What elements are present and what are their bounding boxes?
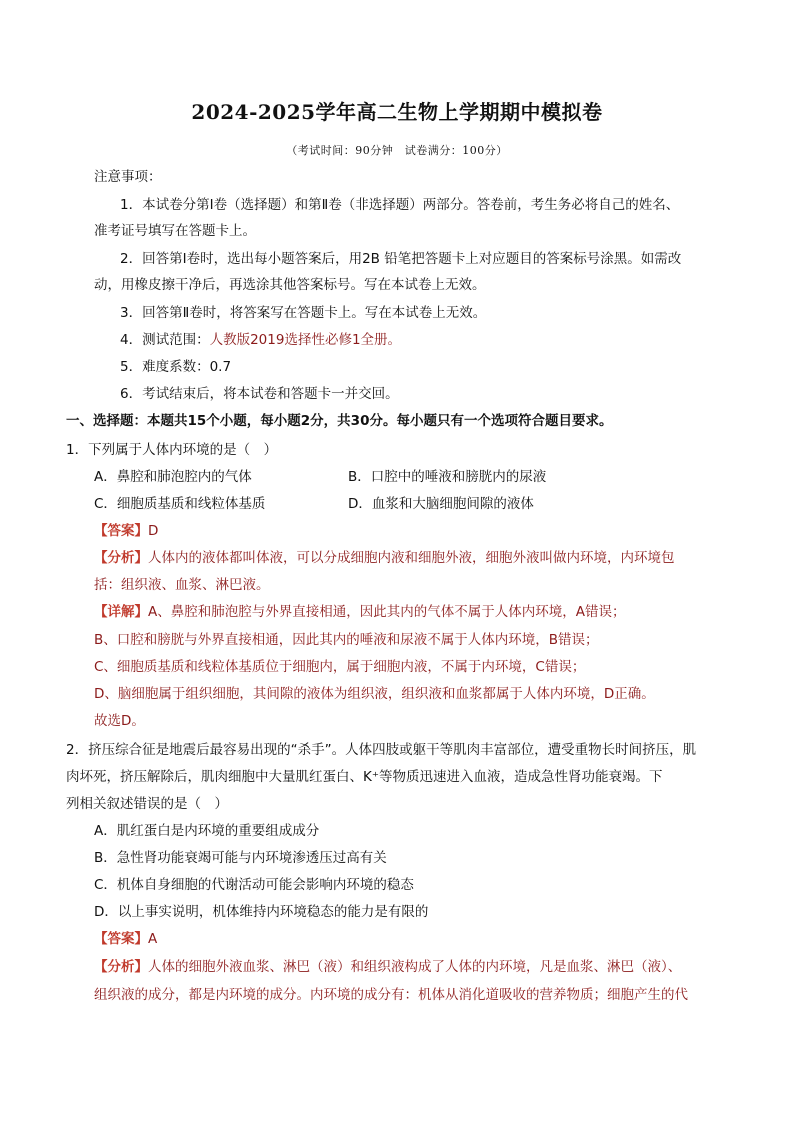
note-6: 6．考试结束后，将本试卷和答题卡一并交回。 [120,386,399,402]
q1-answer [94,522,158,540]
q1-analysis-line-2: 括：组织液、血浆、淋巴液。 [94,577,270,593]
q1-answer-value: D [148,523,159,539]
q1-stem: 1．下列属于人体内环境的是（ ） [66,442,278,458]
q1-detail-line-1 [94,603,625,621]
q2-analysis-label: 【分析】 [94,959,148,975]
q1-option-a: A．鼻腔和肺泡腔内的气体 [94,469,252,485]
q1-conclusion: 故选D。 [94,713,145,729]
q1-analysis-text: 人体内的液体都叫体液，可以分成细胞内液和细胞外液，细胞外液叫做内环境，内环境包 [148,550,675,566]
note-3: 3．回答第Ⅱ卷时，将答案写在答题卡上。写在本试卷上无效。 [120,305,487,321]
q1-detail-line-2: B、口腔和膀胱与外界直接相通，因此其内的唾液和尿液不属于人体内环境，B错误； [94,632,599,648]
notes-heading: 注意事项： [94,169,162,185]
note-5: 5．难度系数：0.7 [120,359,232,375]
q1-detail-line-3: C、细胞质基质和线粒体基质位于细胞内，属于细胞内液，不属于内环境，C错误； [94,659,586,675]
q2-option-d: D．以上事实说明，机体维持内环境稳态的能力是有限的 [94,904,429,920]
q2-option-c: C．机体自身细胞的代谢活动可能会影响内环境的稳态 [94,877,414,893]
q1-detail-label: 【详解】 [94,604,148,620]
q1-detail-text: A、鼻腔和肺泡腔与外界直接相通，因此其内的气体不属于人体内环境，A错误； [148,604,626,620]
note-4 [120,331,401,349]
q2-analysis-line-1 [94,958,681,976]
page-title: 2024-2025学年高二生物上学期期中模拟卷 [191,100,603,124]
q2-stem-line-3: 列相关叙述错误的是（ ） [66,796,228,812]
q2-option-b: B．急性肾功能衰竭可能与内环境渗透压过高有关 [94,850,387,866]
q2-answer-label: 【答案】 [94,931,148,947]
q2-answer-value: A [148,931,158,947]
q2-stem-line-1: 2．挤压综合征是地震后最容易出现的“杀手”。人体四肢或躯干等肌肉丰富部位，遭受重物长时间挤压，肌 [66,742,697,758]
q2-stem-line-2: 肉坏死，挤压解除后，肌肉细胞中大量肌红蛋白、K⁺等物质迅速进入血液，造成急性肾功能衰竭。下 [66,769,663,785]
note-2-line-2: 动，用橡皮擦干净后，再选涂其他答案标号。写在本试卷上无效。 [94,277,486,293]
q2-analysis-text: 人体的细胞外液血浆、淋巴（液）和组织液构成了人体的内环境，凡是血浆、淋巴（液）、 [148,959,682,975]
note-2-line-1: 2．回答第Ⅰ卷时，选出每小题答案后，用2B 铅笔把答题卡上对应题目的答案标号涂黑。如需改 [120,251,682,267]
q1-option-c: C．细胞质基质和线粒体基质 [94,496,266,512]
q1-option-d: D．血浆和大脑细胞间隙的液体 [348,496,534,512]
q1-option-b: B．口腔中的唾液和膀胱内的尿液 [348,469,547,485]
note-4-label: 4．测试范围： [120,332,210,348]
exam-time-and-score: （考试时间：90分钟 试卷满分：100分） [286,144,508,157]
q1-detail-line-4: D、脑细胞属于组织细胞，其间隙的液体为组织液，组织液和血浆都属于人体内环境，D正确。 [94,686,655,702]
note-1-line-1: 1．本试卷分第Ⅰ卷（选择题）和第Ⅱ卷（非选择题）两部分。答卷前，考生务必将自己的姓名、 [120,197,680,213]
q2-analysis-line-2: 组织液的成分，都是内环境的成分。内环境的成分有：机体从消化道吸收的营养物质；细胞产生的代 [94,987,688,1003]
q1-analysis-label: 【分析】 [94,550,148,566]
q1-analysis-line-1 [94,549,675,567]
q2-option-a: A．肌红蛋白是内环境的重要组成成分 [94,823,320,839]
section-1-heading: 一、选择题：本题共15个小题，每小题2分，共30分。每小题只有一个选项符合题目要求。 [66,413,613,429]
q1-answer-label: 【答案】 [94,523,148,539]
note-4-scope: 人教版2019选择性必修1全册。 [209,332,402,348]
q2-answer [94,930,157,948]
note-1-line-2: 准考证号填写在答题卡上。 [94,223,256,239]
